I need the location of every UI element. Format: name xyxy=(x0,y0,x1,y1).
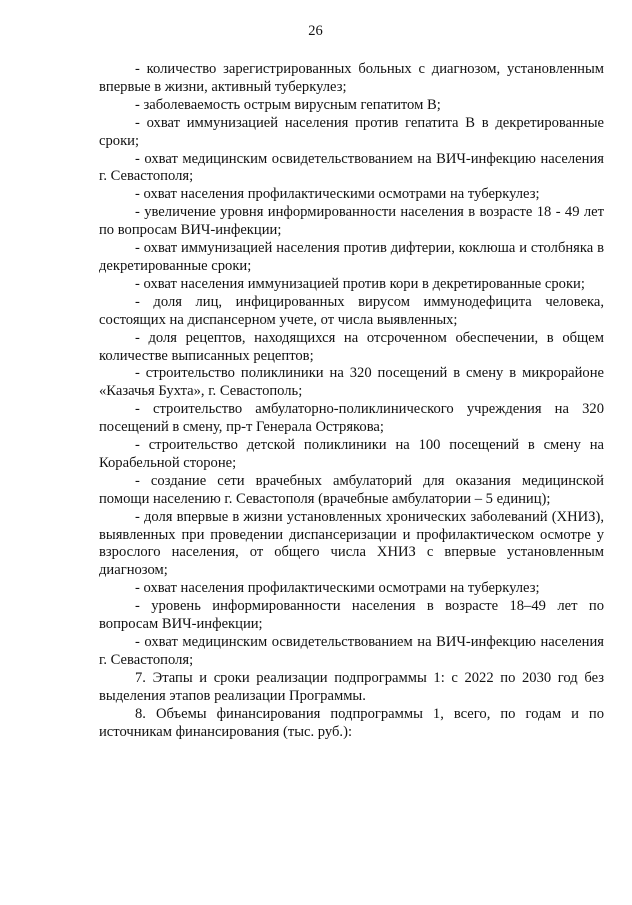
paragraph-hiv-examination: - охват медицинским освидетельствованием на ВИЧ-инфекцию населения г. Севастополя; xyxy=(99,150,604,185)
paragraph-ambulatory-network: - создание сети врачебных амбулаторий для оказания медицинской помощи населению г. Севастополя (врачебные амбулатории – 5 единиц); xyxy=(99,472,604,507)
page-number: 26 xyxy=(308,23,323,39)
paragraph-clinic-ostryakova: - строительство амбулаторно-поликлинического учреждения на 320 посещений в смену, пр-т Генерала Острякова; xyxy=(99,401,604,436)
paragraph-hiv-examination-repeat: - охват медицинским освидетельствованием на ВИЧ-инфекцию населения г. Севастополя; xyxy=(99,634,604,668)
paragraph-hepatitis-b-immunization: - охват иммунизацией населения против гепатита В в декретированные сроки; xyxy=(99,114,604,149)
paragraph-stages-and-terms: 7. Этапы и сроки реализации подпрограммы 1: с 2022 по 2030 год без выделения этапов реализации Программы. xyxy=(99,669,604,704)
paragraph-deferred-prescriptions: - доля рецептов, находящихся на отсроченном обеспечении, в общем количестве выписанных рецептов; xyxy=(99,329,604,364)
paragraph-measles-immunization: - охват населения иммунизацией против кори в декретированные сроки; xyxy=(135,275,585,292)
paragraph-chronic-diseases-share: - доля впервые в жизни установленных хронических заболеваний (ХНИЗ), выявленных при проведении диспансеризации и профилактическом осмотре у взрослого населения, от общего числа ХНИЗ с впервые установленным диагнозом; xyxy=(99,508,604,579)
paragraph-clinic-kazachya-bukhta: - строительство поликлиники на 320 посещений в смену в микрорайоне «Казачья Бухта», г. Севастополь; xyxy=(99,365,604,400)
paragraph-hiv-awareness-increase: - увеличение уровня информированности населения в возрасте 18 - 49 лет по вопросам ВИЧ-инфекции; xyxy=(99,204,604,239)
paragraph-tb-screening-repeat: - охват населения профилактическими осмотрами на туберкулез; xyxy=(135,580,540,597)
paragraph-dtp-immunization: - охват иммунизацией населения против дифтерии, коклюша и столбняка в декретированные сроки; xyxy=(99,240,604,274)
paragraph-children-clinic: - строительство детской поликлиники на 100 посещений в смену на Корабельной стороне; xyxy=(99,437,604,471)
paragraph-tb-screening: - охват населения профилактическими осмотрами на туберкулез; xyxy=(135,186,540,203)
paragraph-registered-tb: - количество зарегистрированных больных с диагнозом, установленным впервые в жизни, активный туберкулез; xyxy=(99,61,604,95)
paragraph-hepatitis-b-incidence: - заболеваемость острым вирусным гепатитом В; xyxy=(135,96,441,113)
paragraph-hiv-registered-share: - доля лиц, инфицированных вирусом иммунодефицита человека, состоящих на диспансерном учете, от числа выявленных; xyxy=(99,293,604,328)
paragraph-financing-volumes: 8. Объемы финансирования подпрограммы 1, всего, по годам и по источникам финансирования (тыс. руб.): xyxy=(99,705,604,740)
paragraph-hiv-awareness-level: - уровень информированности населения в возрасте 18–49 лет по вопросам ВИЧ-инфекции; xyxy=(99,598,604,633)
